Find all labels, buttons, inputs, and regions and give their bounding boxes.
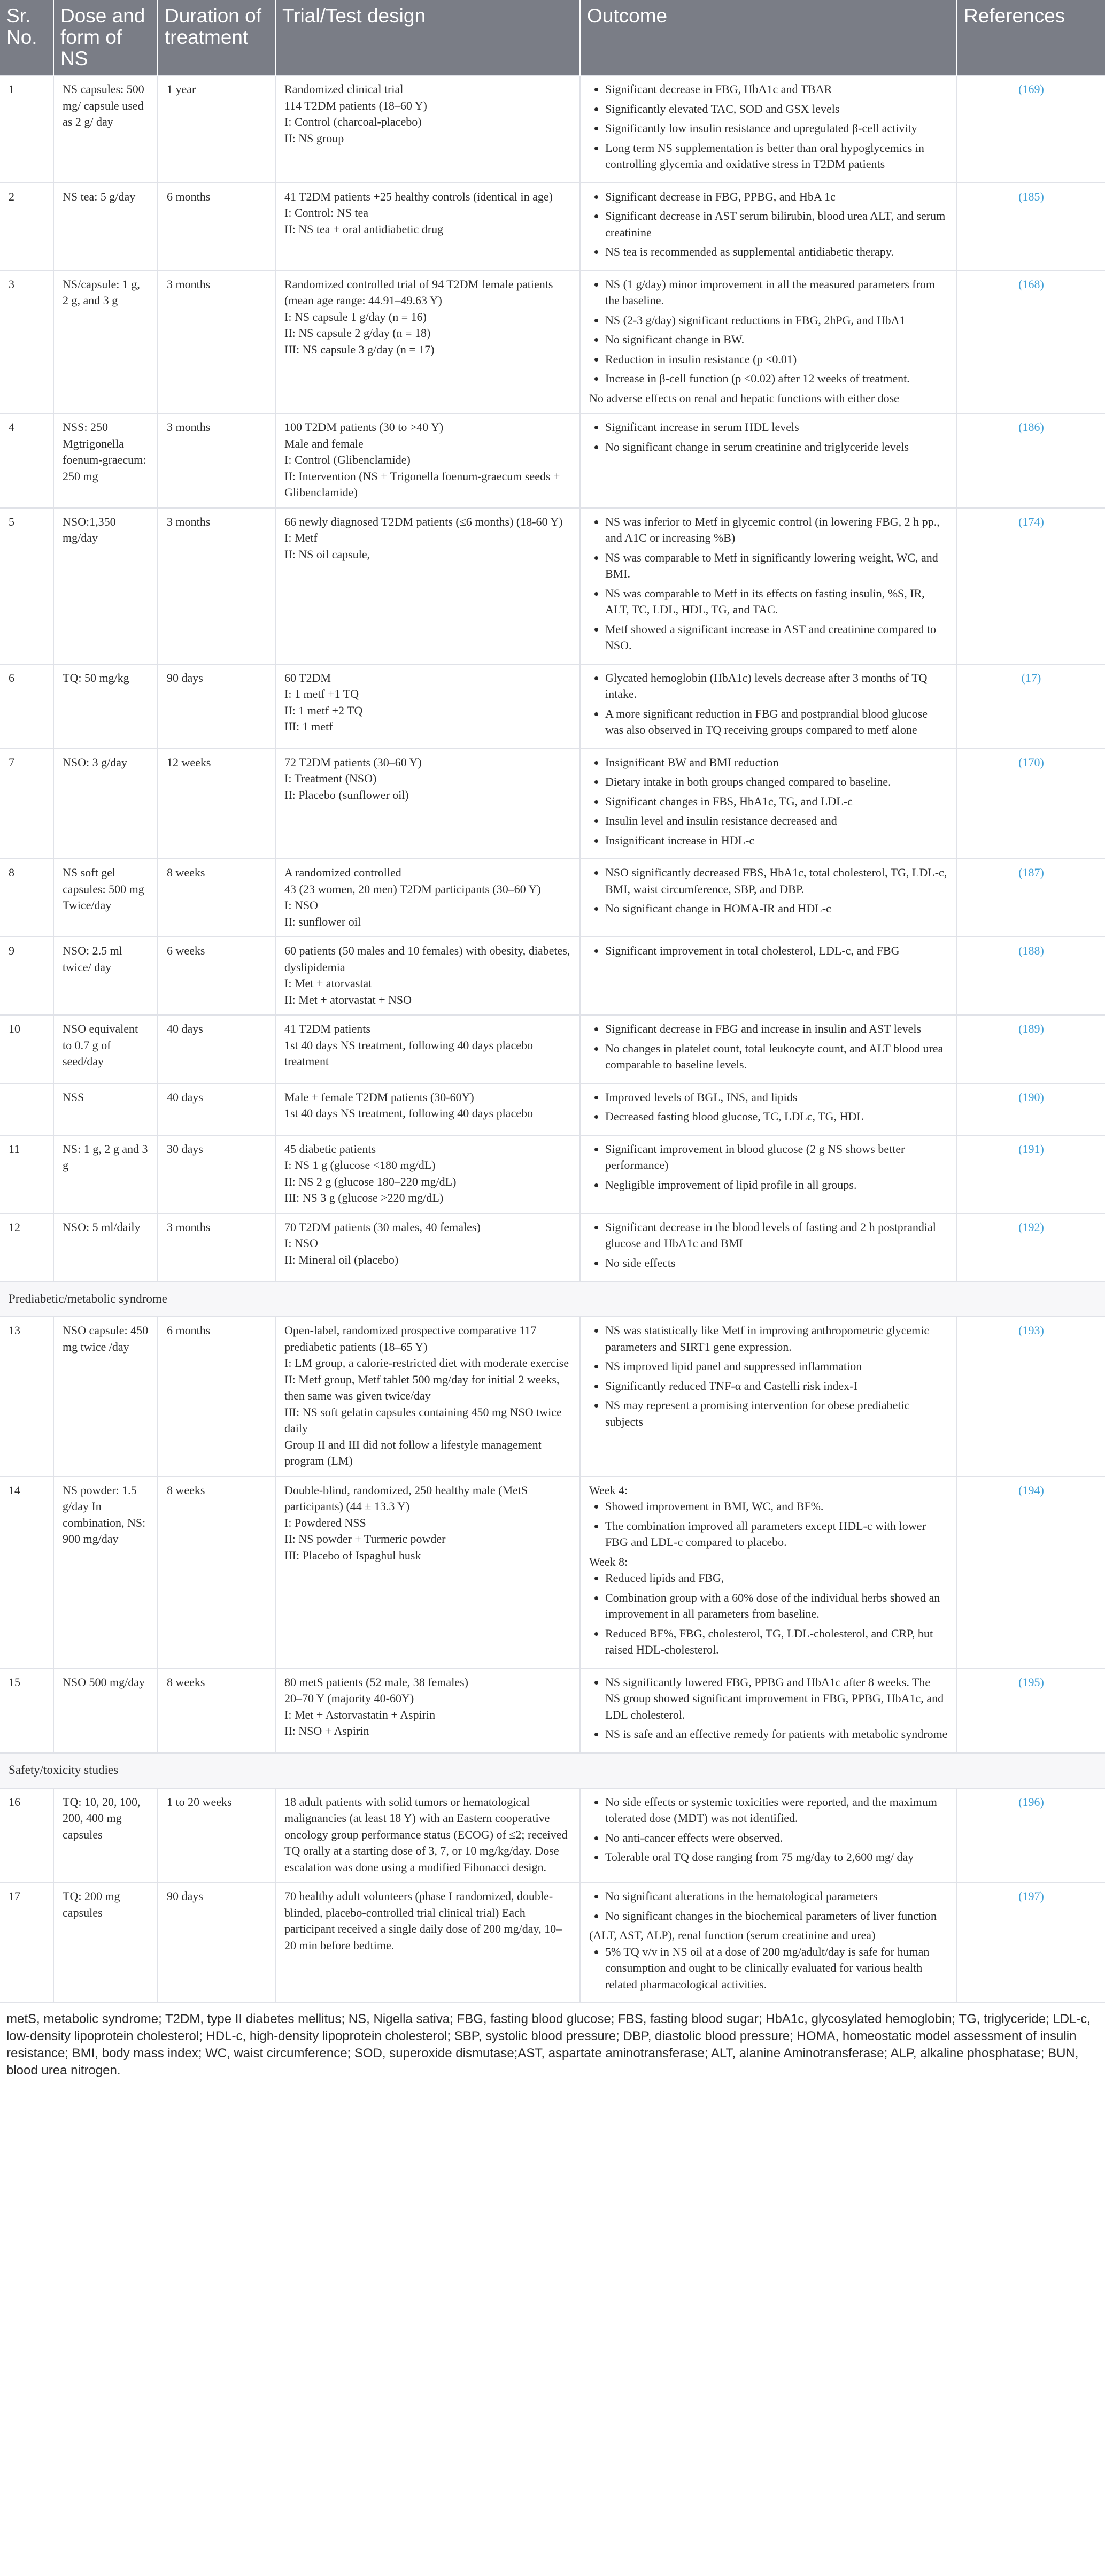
cell-outcome [580,1135,957,1213]
outcome-list [589,81,948,173]
design-line: 114 T2DM patients (18–60 Y) [284,98,427,112]
outcome-bullet: • No side effects or systemic toxicities were reported, and the maximum tolerated dose (MDT) was not identified. [605,1794,948,1827]
reference-link[interactable]: (169) [1018,82,1044,96]
design-line: II: Metf group, Metf tablet 500 mg/day for initial 2 weeks, then same was given twice/day [284,1372,560,1402]
design-line: III: NS 3 g (glucose >220 mg/dL) [284,1191,444,1204]
design-line: I: Treatment (NSO) [284,772,377,785]
cell-duration: 8 weeks [158,1477,275,1668]
outcome-bullet: • Significant decrease in FBG, PPBG, and HbA 1c [605,189,948,205]
cell-design [275,1015,580,1083]
cell-outcome [580,859,957,937]
header-design: Trial/Test design [275,0,580,75]
design-line: I: Met + atorvastat [284,976,372,990]
outcome-list [589,1570,948,1658]
table-row [0,508,1105,664]
cell-outcome [580,1788,957,1883]
cell-reference [957,1668,1105,1753]
design-line: II: NSO + Aspirin [284,1724,369,1737]
outcome-bullet: • Significant decrease in FBG, HbA1c and TBAR [605,81,948,98]
table-footnote: metS, metabolic syndrome; T2DM, type II diabetes mellitus; NS, Nigella sativa; FBG, fasting blood glucose; FBS, fasting blood sugar; HbA1c, glycosylated hemoglobin; TG, triglyceride; LDL-c, low-density lipoprotein cholesterol; HDL-c, high-density lipoprotein cholesterol; SBP, systolic blood pressure; DBP, diastolic blood pressure; HOMA, homeostatic model assessment of insulin resistance; BMI, body mass index; WC, waist circumference; SOD, superoxide dismutase;AST, aspartate aminotransferase; ALT, alanine Aminotransferase; ALP, alkaline phosphatase; BUN, blood urea nitrogen. [0,2002,1105,2079]
reference-link[interactable]: (189) [1018,1022,1044,1035]
cell-dose: NSO:1,350 mg/day [53,508,158,664]
design-line: I: Met + Astorvastatin + Aspirin [284,1708,436,1721]
design-line: I: NS 1 g (glucose <180 mg/dL) [284,1158,436,1172]
reference-link[interactable]: (187) [1018,866,1044,879]
outcome-bullet: • 5% TQ v/v in NS oil at a dose of 200 mg/adult/day is safe for human consumption and ought to be clinically evaluated for various health related pharmacological activities. [605,1944,948,1993]
cell-dose: NSO 500 mg/day [53,1668,158,1753]
outcome-bullet: • Reduced lipids and FBG, [605,1570,948,1587]
outcome-bullet: • NS was inferior to Metf in glycemic control (in lowering FBG, 2 h pp., and A1C or increasing %B) [605,514,948,547]
outcome-bullet: • No anti-cancer effects were observed. [605,1830,948,1847]
outcome-bullet: • NS (2-3 g/day) significant reductions in FBG, 2hPG, and HbA1 [605,312,948,329]
section-row [0,1281,1105,1317]
cell-reference [957,1882,1105,2002]
cell-duration: 90 days [158,664,275,749]
cell-reference [957,508,1105,664]
design-line: 1st 40 days NS treatment, following 40 days placebo treatment [284,1038,533,1068]
table-row [0,1213,1105,1282]
cell-dose: TQ: 10, 20, 100, 200, 400 mg capsules [53,1788,158,1883]
cell-sr-no: 2 [0,183,53,271]
cell-design [275,1882,580,2002]
cell-duration: 40 days [158,1015,275,1083]
outcome-bullet: • Significantly elevated TAC, SOD and GSX levels [605,101,948,118]
cell-dose: NSS [53,1083,158,1135]
outcome-list [589,755,948,849]
table-row [0,1317,1105,1477]
design-line: 70 T2DM patients (30 males, 40 females) [284,1220,481,1234]
table-body [0,75,1105,2002]
cell-sr-no: 10 [0,1015,53,1083]
reference-link[interactable]: (185) [1018,189,1044,203]
cell-design [275,75,580,183]
cell-duration: 8 weeks [158,859,275,937]
outcome-line: Week 8: [589,1555,628,1568]
cell-design [275,664,580,749]
outcome-bullet: • Significantly low insulin resistance and upregulated β-cell activity [605,120,948,137]
cell-reference [957,937,1105,1015]
outcome-bullet: • Dietary intake in both groups changed compared to baseline. [605,774,948,790]
outcome-bullet: • Long term NS supplementation is better than oral hypoglycemics in controlling glycemia and oxidative stress in T2DM patients [605,140,948,173]
design-line: I: Metf [284,531,318,544]
design-line: I: NSO [284,898,318,912]
cell-sr-no: 7 [0,749,53,859]
outcome-bullet: • Reduced BF%, FBG, cholesterol, TG, LDL-cholesterol, and CRP, but raised HDL-cholesterol. [605,1626,948,1658]
cell-duration: 6 months [158,183,275,271]
cell-duration: 1 year [158,75,275,183]
design-line: Group II and III did not follow a lifestyle management program (LM) [284,1437,542,1467]
header-row [0,0,1105,75]
outcome-bullet: • Combination group with a 60% dose of the individual herbs showed an improvement in all parameters from baseline. [605,1590,948,1623]
outcome-bullet: • Glycated hemoglobin (HbA1c) levels decrease after 3 months of TQ intake. [605,670,948,703]
outcome-bullet: • NS improved lipid panel and suppressed inflammation [605,1358,948,1375]
outcome-list [589,1322,948,1430]
cell-sr-no: 15 [0,1668,53,1753]
outcome-bullet: • No significant changes in the biochemical parameters of liver function [605,1908,948,1925]
reference-link[interactable]: (194) [1018,1483,1044,1497]
cell-design [275,1135,580,1213]
cell-sr-no: 6 [0,664,53,749]
design-line: II: NS tea + oral antidiabetic drug [284,222,444,236]
cell-design [275,1083,580,1135]
outcome-bullet: • Metf showed a significant increase in AST and creatinine compared to NSO. [605,621,948,654]
cell-reference [957,1015,1105,1083]
table-row [0,1015,1105,1083]
cell-design [275,749,580,859]
outcome-bullet: • NS was comparable to Metf in significantly lowering weight, WC, and BMI. [605,550,948,582]
design-line: 20–70 Y (majority 40-60Y) [284,1691,414,1705]
cell-design [275,271,580,414]
cell-design [275,1213,580,1282]
table-row [0,413,1105,508]
cell-outcome [580,1882,957,2002]
cell-outcome [580,75,957,183]
cell-sr-no: 11 [0,1135,53,1213]
design-line: A randomized controlled [284,866,401,879]
reference-link[interactable]: (186) [1018,420,1044,434]
cell-duration: 3 months [158,508,275,664]
cell-design [275,508,580,664]
design-line: 60 T2DM [284,671,331,685]
outcome-list [589,1021,948,1073]
cell-sr-no: 4 [0,413,53,508]
cell-design [275,859,580,937]
cell-duration: 6 months [158,1317,275,1477]
design-line: III: NS capsule 3 g/day (n = 17) [284,342,435,356]
section-row [0,1753,1105,1788]
cell-dose: TQ: 50 mg/kg [53,664,158,749]
table-header [0,0,1105,75]
cell-sr-no: 8 [0,859,53,937]
outcome-list [589,670,948,739]
design-line: I: Control (charcoal-placebo) [284,115,422,128]
outcome-list [589,1944,948,1993]
cell-design [275,1317,580,1477]
design-line: Double-blind, randomized, 250 healthy male (MetS participants) (44 ± 13.3 Y) [284,1483,528,1513]
cell-dose: NSS: 250 Mgtrigonella foenum-graecum: 250 mg [53,413,158,508]
reference-link[interactable]: (174) [1018,514,1044,528]
outcome-line: Week 4: [589,1483,628,1497]
cell-duration: 12 weeks [158,749,275,859]
outcome-bullet: • Significant decrease in the blood levels of fasting and 2 h postprandial glucose and HbA1c and BMI [605,1219,948,1252]
cell-reference [957,413,1105,508]
design-line: II: Placebo (sunflower oil) [284,788,409,802]
cell-sr-no [0,1083,53,1135]
cell-dose: NS capsules: 500 mg/ capsule used as 2 g/ day [53,75,158,183]
outcome-bullet: • Showed improvement in BMI, WC, and BF%. [605,1498,948,1515]
cell-dose: NS tea: 5 g/day [53,183,158,271]
design-line: 1st 40 days NS treatment, following 40 days placebo [284,1106,533,1120]
design-line: 43 (23 women, 20 men) T2DM participants (30–60 Y) [284,882,541,896]
outcome-list [589,1219,948,1272]
cell-outcome [580,271,957,414]
table-row [0,749,1105,859]
outcome-bullet: • Significant changes in FBS, HbA1c, TG, and LDL-c [605,794,948,810]
outcome-bullet: • Decreased fasting blood glucose, TC, LDLc, TG, HDL [605,1109,948,1125]
design-line: II: 1 metf +2 TQ [284,703,363,717]
cell-outcome [580,1015,957,1083]
outcome-bullet: • No significant change in BW. [605,332,948,348]
outcome-list [589,514,948,654]
cell-dose: NSO: 2.5 ml twice/ day [53,937,158,1015]
reference-link[interactable]: (195) [1018,1675,1044,1689]
cell-duration: 1 to 20 weeks [158,1788,275,1883]
cell-dose: NS soft gel capsules: 500 mg Twice/day [53,859,158,937]
outcome-bullet: • NS was statistically like Metf in improving anthropometric glycemic parameters and SIRT1 gene expression. [605,1322,948,1355]
section-label: Prediabetic/metabolic syndrome [0,1281,1105,1317]
design-line: II: NS group [284,131,344,145]
outcome-bullet: • Significantly reduced TNF-α and Castelli risk index-I [605,1378,948,1395]
outcome-list [589,189,948,260]
design-line: II: NS powder + Turmeric powder [284,1532,446,1545]
cell-outcome [580,937,957,1015]
outcome-list [589,1674,948,1743]
outcome-bullet: • Significant decrease in AST serum bilirubin, blood urea ALT, and serum creatinine [605,208,948,241]
table-row [0,1083,1105,1135]
table-row [0,1668,1105,1753]
table-row [0,1788,1105,1883]
design-line: II: NS 2 g (glucose 180–220 mg/dL) [284,1174,457,1188]
outcome-bullet: • A more significant reduction in FBG and postprandial blood glucose was also observed in TQ receiving groups compared to metf alone [605,706,948,739]
outcome-bullet: • Insignificant increase in HDL-c [605,833,948,849]
design-line: Male and female [284,436,364,450]
cell-outcome [580,413,957,508]
outcome-list [589,1888,948,1924]
reference-link[interactable]: (17) [1021,671,1041,685]
cell-sr-no: 17 [0,1882,53,2002]
cell-design [275,413,580,508]
design-line: Randomized controlled trial of 94 T2DM female patients [284,277,553,291]
design-line: 41 T2DM patients +25 healthy controls (identical in age) [284,189,553,203]
design-line: 100 T2DM patients (30 to >40 Y) [284,420,444,434]
reference-link[interactable]: (192) [1018,1220,1044,1234]
cell-duration: 8 weeks [158,1668,275,1753]
design-line: 45 diabetic patients [284,1142,376,1156]
outcome-bullet: • Significant improvement in blood glucose (2 g NS shows better performance) [605,1141,948,1174]
design-line: I: Control: NS tea [284,206,369,219]
cell-outcome [580,183,957,271]
outcome-bullet: • No significant change in HOMA-IR and HDL-c [605,901,948,917]
design-line: 80 metS patients (52 male, 38 females) [284,1675,468,1689]
outcome-line: No adverse effects on renal and hepatic functions with either dose [589,391,899,405]
outcome-bullet: • Significant decrease in FBG and increase in insulin and AST levels [605,1021,948,1037]
table-row [0,271,1105,414]
design-line: 18 adult patients with solid tumors or hematological malignancies (at least 18 Y) with an Eastern cooperative oncology group performance status (ECOG) of ≤2; received TQ orally at a starting dose of 3, 7, or 10 mg/kg/day. Dose escalation was done using a modified Fibonacci design. [284,1795,568,1874]
table-row [0,859,1105,937]
cell-design [275,937,580,1015]
outcome-list [589,865,948,917]
cell-design [275,183,580,271]
cell-sr-no: 13 [0,1317,53,1477]
outcome-list [589,1498,948,1551]
design-line: II: Mineral oil (placebo) [284,1252,399,1266]
cell-dose: NSO: 3 g/day [53,749,158,859]
outcome-list [589,1794,948,1866]
design-line: 70 healthy adult volunteers (phase I randomized, double-blinded, placebo-controlled trial clinical trial) Each participant received a single daily dose of 200 mg/day, 10–20 min before bedtime. [284,1889,562,1952]
cell-outcome [580,749,957,859]
outcome-bullet: • NS is safe and an effective remedy for patients with metabolic syndrome [605,1726,948,1743]
design-line: 41 T2DM patients [284,1022,370,1035]
cell-dose: TQ: 200 mg capsules [53,1882,158,2002]
outcome-bullet: • NS tea is recommended as supplemental antidiabetic therapy. [605,244,948,260]
outcome-list [589,419,948,455]
cell-duration: 90 days [158,1882,275,2002]
cell-dose: NS/capsule: 1 g, 2 g, and 3 g [53,271,158,414]
cell-dose: NS: 1 g, 2 g and 3 g [53,1135,158,1213]
cell-duration: 3 months [158,1213,275,1282]
table-row [0,937,1105,1015]
cell-outcome [580,1083,957,1135]
cell-reference [957,1083,1105,1135]
outcome-bullet: • NS significantly lowered FBG, PPBG and HbA1c after 8 weeks. The NS group showed significant improvement in FBG, PPBG, HbA1c, and LDL cholesterol. [605,1674,948,1724]
reference-link[interactable]: (170) [1018,755,1044,769]
cell-outcome [580,1317,957,1477]
design-line: I: NSO [284,1236,318,1250]
design-line: II: NS capsule 2 g/day (n = 18) [284,326,431,340]
cell-outcome [580,1213,957,1282]
cell-duration: 3 months [158,413,275,508]
outcome-bullet: • Increase in β-cell function (p <0.02) after 12 weeks of treatment. [605,371,948,387]
design-line: Male + female T2DM patients (30-60Y) [284,1090,474,1104]
cell-design [275,1477,580,1668]
cell-reference [957,1477,1105,1668]
design-line: I: NS capsule 1 g/day (n = 16) [284,310,427,324]
outcome-bullet: • No significant alterations in the hematological parameters [605,1888,948,1905]
cell-duration: 3 months [158,271,275,414]
design-line: II: sunflower oil [284,914,361,928]
cell-dose: NS powder: 1.5 g/day In combination, NS: 900 mg/day [53,1477,158,1668]
outcome-bullet: • NS was comparable to Metf in its effects on fasting insulin, %S, IR, ALT, TC, LDL, HDL, TG, and TAC. [605,586,948,618]
cell-sr-no: 3 [0,271,53,414]
cell-reference [957,75,1105,183]
cell-dose: NSO capsule: 450 mg twice /day [53,1317,158,1477]
design-line: 72 T2DM patients (30–60 Y) [284,755,422,769]
reference-link[interactable]: (197) [1018,1889,1044,1903]
outcome-bullet: • No changes in platelet count, total leukocyte count, and ALT blood urea comparable to baseline levels. [605,1041,948,1073]
cell-reference [957,1788,1105,1883]
cell-sr-no: 14 [0,1477,53,1668]
design-line: II: Met + atorvastat + NSO [284,993,412,1006]
table-row [0,1135,1105,1213]
cell-outcome [580,508,957,664]
design-line: I: LM group, a calorie-restricted diet with moderate exercise [284,1356,569,1370]
outcome-bullet: • Improved levels of BGL, INS, and lipids [605,1089,948,1106]
outcome-bullet: • Insulin level and insulin resistance decreased and [605,813,948,829]
cell-reference [957,749,1105,859]
cell-reference [957,1213,1105,1282]
outcome-bullet: • Negligible improvement of lipid profile in all groups. [605,1177,948,1194]
design-line: 66 newly diagnosed T2DM patients (≤6 months) (18-60 Y) [284,514,563,528]
design-line: III: Placebo of Ispaghul husk [284,1548,421,1562]
header-duration: Duration of treatment [158,0,275,75]
outcome-bullet: • NSO significantly decreased FBS, HbA1c, total cholesterol, TG, LDL-c, BMI, waist circumference, SBP, and DBP. [605,865,948,897]
table-row [0,1477,1105,1668]
outcome-bullet: • No significant change in serum creatinine and triglyceride levels [605,439,948,456]
cell-reference [957,183,1105,271]
cell-sr-no: 5 [0,508,53,664]
cell-dose: NSO: 5 ml/daily [53,1213,158,1282]
table-row [0,1882,1105,2002]
outcome-list [589,1141,948,1194]
reference-link[interactable]: (196) [1018,1795,1044,1809]
design-line: Randomized clinical trial [284,82,404,96]
cell-duration: 40 days [158,1083,275,1135]
cell-duration: 30 days [158,1135,275,1213]
reference-link[interactable]: (190) [1018,1090,1044,1104]
header-references: References [957,0,1105,75]
design-line: Open-label, randomized prospective comparative 117 prediabetic patients (18–65 Y) [284,1324,537,1354]
cell-sr-no: 16 [0,1788,53,1883]
cell-outcome [580,1668,957,1753]
design-line: III: 1 metf [284,720,333,733]
outcome-bullet: • Tolerable oral TQ dose ranging from 75 mg/day to 2,600 mg/ day [605,1849,948,1866]
design-line: I: Control (Glibenclamide) [284,453,411,466]
outcome-bullet: • Significant improvement in total cholesterol, LDL-c, and FBG [605,943,948,959]
cell-reference [957,1317,1105,1477]
cell-reference [957,1135,1105,1213]
outcome-list [589,943,948,959]
outcome-bullet: • NS may represent a promising intervention for obese prediabetic subjects [605,1397,948,1430]
header-dose: Dose and form of NS [53,0,158,75]
cell-outcome [580,1477,957,1668]
header-outcome: Outcome [580,0,957,75]
cell-reference [957,271,1105,414]
reference-link[interactable]: (193) [1018,1324,1044,1337]
cell-duration: 6 weeks [158,937,275,1015]
section-label: Safety/toxicity studies [0,1753,1105,1788]
outcome-bullet: • The combination improved all parameters except HDL-c with lower FBG and LDL-c compared to placebo. [605,1518,948,1551]
design-line: III: NS soft gelatin capsules containing 450 mg NSO twice daily [284,1405,562,1435]
reference-link[interactable]: (191) [1018,1142,1044,1156]
outcome-list [589,1089,948,1125]
outcome-list [589,276,948,387]
cell-design [275,1788,580,1883]
design-line: (mean age range: 44.91–49.63 Y) [284,294,442,307]
design-line: II: Intervention (NS + Trigonella foenum-graecum seeds + Glibenclamide) [284,469,560,499]
outcome-bullet: • Reduction in insulin resistance (p <0.01) [605,351,948,368]
design-line: I: Powdered NSS [284,1516,366,1529]
reference-link[interactable]: (188) [1018,944,1044,957]
table-row [0,75,1105,183]
design-line: I: 1 metf +1 TQ [284,687,359,701]
header-sr-no: Sr. No. [0,0,53,75]
outcome-bullet: • Insignificant BW and BMI reduction [605,755,948,771]
cell-sr-no: 9 [0,937,53,1015]
cell-dose: NSO equivalent to 0.7 g of seed/day [53,1015,158,1083]
outcome-line: (ALT, AST, ALP), renal function (serum creatinine and urea) [589,1928,876,1942]
outcome-bullet: • NS (1 g/day) minor improvement in all the measured parameters from the baseline. [605,276,948,309]
cell-reference [957,664,1105,749]
design-line: II: NS oil capsule, [284,547,370,561]
cell-design [275,1668,580,1753]
cell-sr-no: 1 [0,75,53,183]
design-line: 60 patients (50 males and 10 females) with obesity, diabetes, dyslipidemia [284,944,570,974]
cell-reference [957,859,1105,937]
reference-link[interactable]: (168) [1018,277,1044,291]
cell-sr-no: 12 [0,1213,53,1282]
outcome-bullet: • Significant increase in serum HDL levels [605,419,948,436]
outcome-bullet: • No side effects [605,1255,948,1272]
table-row [0,664,1105,749]
table-row [0,183,1105,271]
cell-outcome [580,664,957,749]
